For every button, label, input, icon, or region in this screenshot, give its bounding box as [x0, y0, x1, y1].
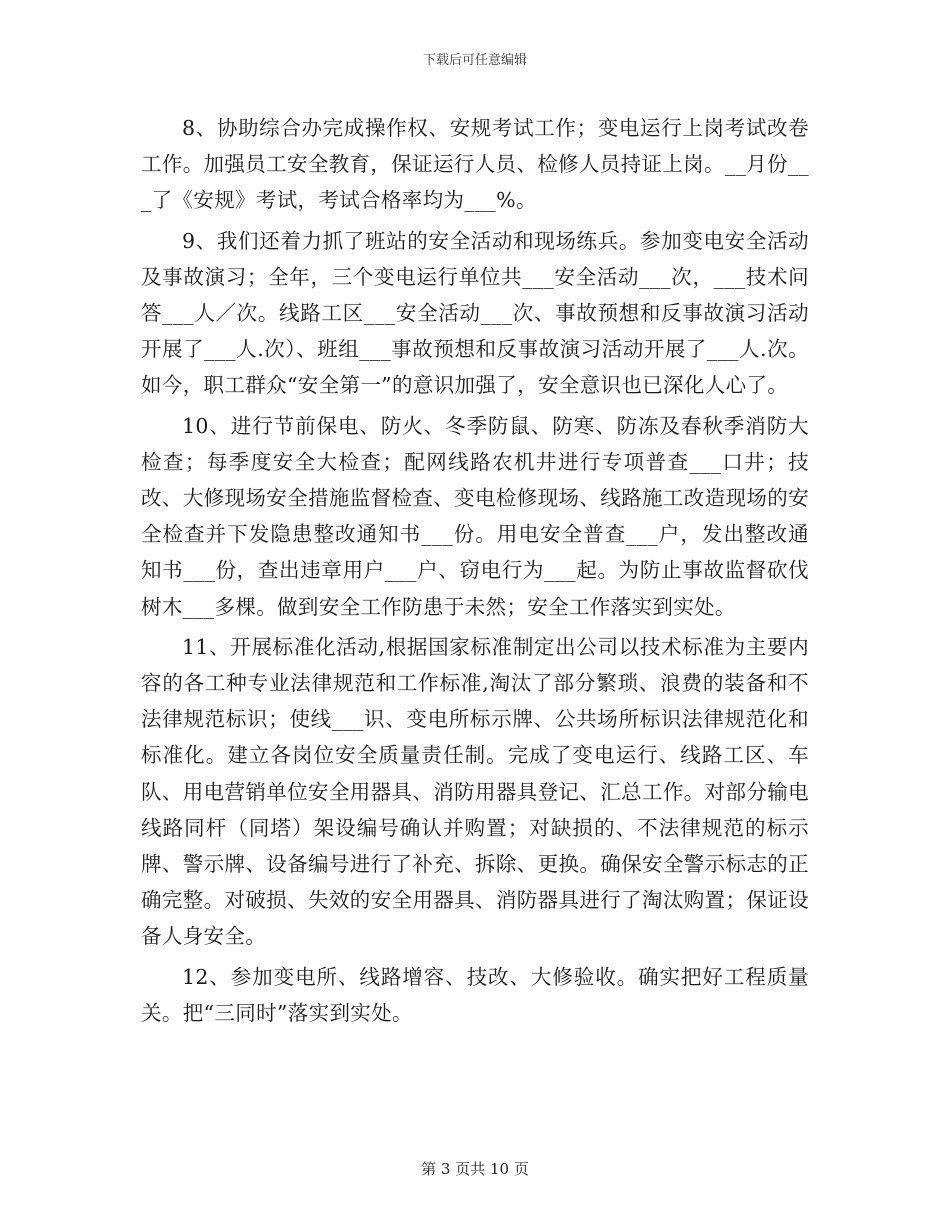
paragraph-item-8: 8、协助综合办完成操作权、安规考试工作；变电运行上岗考试改卷工作。加强员工安全教育，保证运行人员、检修人员持证上岗。__月份___了《安规》考试，考试合格率均为___%。	[141, 116, 809, 213]
paragraph-item-10: 10、进行节前保电、防火、冬季防鼠、防寒、防冻及春秋季消防大检查；每季度安全大检查；配网线路农机井进行专项普查___口井；技改、大修现场安全措施监督检查、变电检修现场、线路施工改造现场的安全检查并下发隐患整改通知书___份。用电安全普查___户，发出整改通知书___份，查出违章用户___户、窃电行为___起。为防止事故监督砍伐树木___多棵。做到安全工作防患于未然；安全工作落实到实处。	[141, 413, 809, 619]
page-number: 第 3 页共 10 页	[421, 1160, 529, 1178]
document-body	[141, 110, 809, 1035]
paragraph-item-11: 11、开展标准化活动,根据国家标准制定出公司以技术标准为主要内容的各工种专业法律规范和工作标准,淘汰了部分繁琐、浪费的装备和不法律规范标识；使线___识、变电所标示牌、公共场所标识法律规范化和标准化。建立各岗位安全质量责任制。完成了变电运行、线路工区、车队、用电营销单位安全用器具、消防用器具登记、汇总工作。对部分输电线路同杆（同塔）架设编号确认并购置；对缺损的、不法律规范的标示牌、警示牌、设备编号进行了补充、拆除、更换。确保安全警示标志的正确完整。对破损、失效的安全用器具、消防器具进行了淘汰购置；保证设备人身安全。	[141, 634, 809, 949]
paragraph-item-12: 12、参加变电所、线路增容、技改、大修验收。确实把好工程质量关。把“三同时”落实到实处。	[141, 964, 809, 1025]
paragraph-item-9: 9、我们还着力抓了班站的安全活动和现场练兵。参加变电安全活动及事故演习；全年，三个变电运行单位共___安全活动___次，___技术问答___人／次。线路工区___安全活动___次、事故预想和反事故演习活动开展了___人.次）、班组___事故预想和反事故演习活动开展了___人.次。如今，职工群众“安全第一”的意识加强了，安全意识也已深化人心了。	[141, 228, 809, 398]
page-header-note: 下载后可任意编辑	[422, 53, 527, 68]
